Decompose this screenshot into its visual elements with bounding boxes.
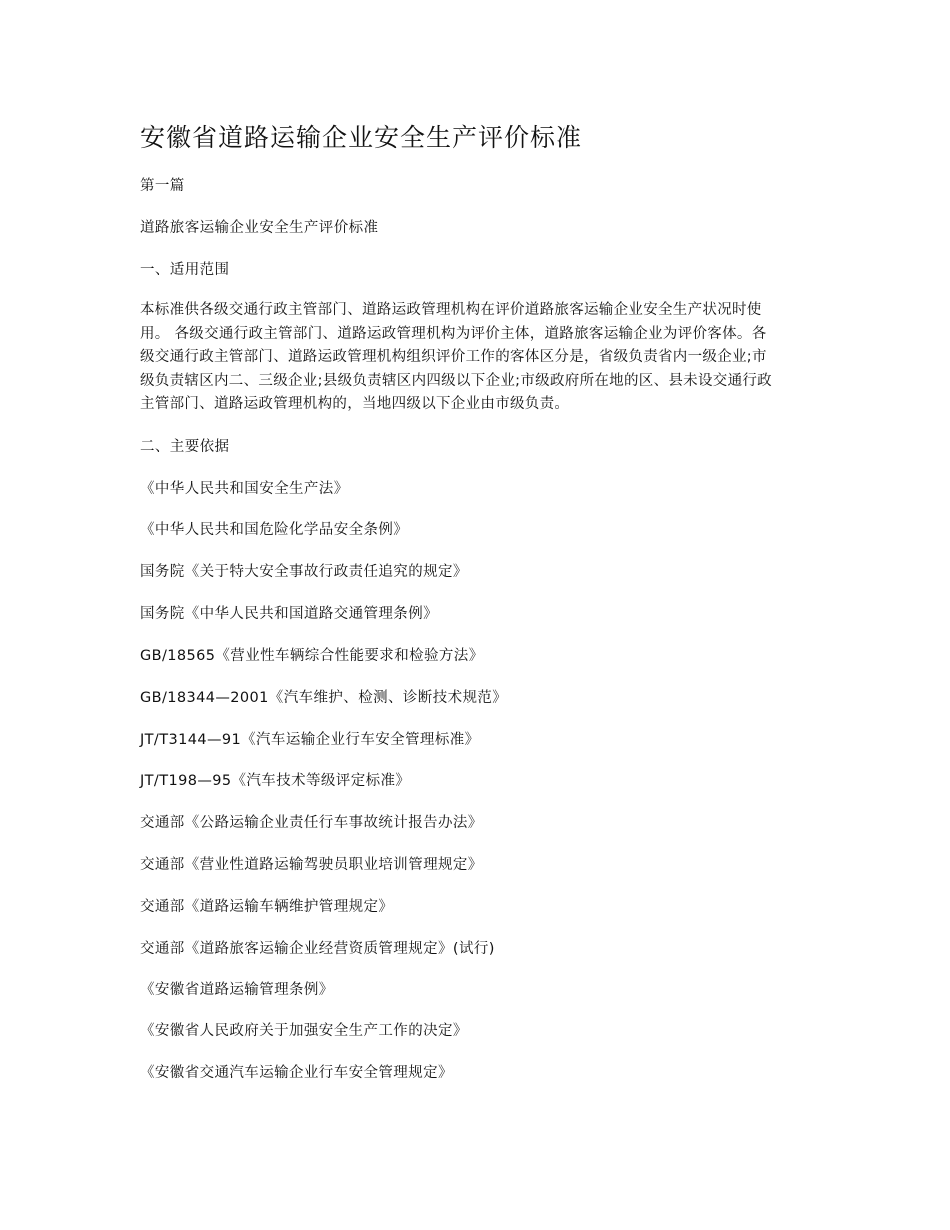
reference-item: JT/T3144—91《汽车运输企业行车安全管理标准》 (140, 732, 480, 748)
reference-item: GB/18565《营业性车辆综合性能要求和检验方法》 (140, 648, 484, 664)
reference-item: GB/18344—2001《汽车维护、检测、诊断技术规范》 (140, 690, 508, 706)
scope-paragraph (140, 299, 812, 417)
reference-item: 交通部《公路运输企业责任行车事故统计报告办法》 (140, 815, 483, 831)
reference-item: 交通部《营业性道路运输驾驶员职业培训管理规定》 (140, 857, 483, 873)
reference-item: 《安徽省道路运输管理条例》 (140, 982, 334, 998)
scope-paragraph-line: 主管部门、道路运政管理机构的，当地四级以下企业由市级负责。 (140, 396, 570, 413)
part-label: 第一篇 (140, 178, 185, 194)
scope-paragraph-line: 级交通行政主管部门、道路运政管理机构组织评价工作的客体区分是，省级负责省内一级企业;市 (140, 349, 767, 366)
scope-paragraph-line: 级负责辖区内二、三级企业;县级负责辖区内四级以下企业;市级政府所在地的区、县未设交通行政 (140, 372, 772, 389)
reference-item: 交通部《道路运输车辆维护管理规定》 (140, 899, 394, 915)
reference-item: 《安徽省交通汽车运输企业行车安全管理规定》 (140, 1065, 453, 1081)
reference-item: 国务院《中华人民共和国道路交通管理条例》 (140, 606, 438, 622)
reference-item: JT/T198—95《汽车技术等级评定标准》 (140, 773, 411, 789)
section-heading-scope: 一、适用范围 (140, 262, 230, 278)
scope-paragraph-line: 用。 各级交通行政主管部门、道路运政管理机构为评价主体，道路旅客运输企业为评价客体。各 (140, 325, 767, 342)
document-title: 安徽省道路运输企业安全生产评价标准 (140, 123, 583, 152)
scope-paragraph-line: 本标准供各级交通行政主管部门、道路运政管理机构在评价道路旅客运输企业安全生产状况时使 (140, 302, 762, 318)
reference-item: 《中华人民共和国危险化学品安全条例》 (140, 522, 409, 538)
reference-item: 国务院《关于特大安全事故行政责任追究的规定》 (140, 564, 468, 580)
reference-item: 交通部《道路旅客运输企业经营资质管理规定》(试行) (140, 941, 495, 957)
document-subtitle: 道路旅客运输企业安全生产评价标准 (140, 220, 379, 236)
reference-item: 《中华人民共和国安全生产法》 (140, 481, 349, 497)
section-heading-basis: 二、主要依据 (140, 439, 230, 455)
reference-item: 《安徽省人民政府关于加强安全生产工作的决定》 (140, 1023, 468, 1039)
